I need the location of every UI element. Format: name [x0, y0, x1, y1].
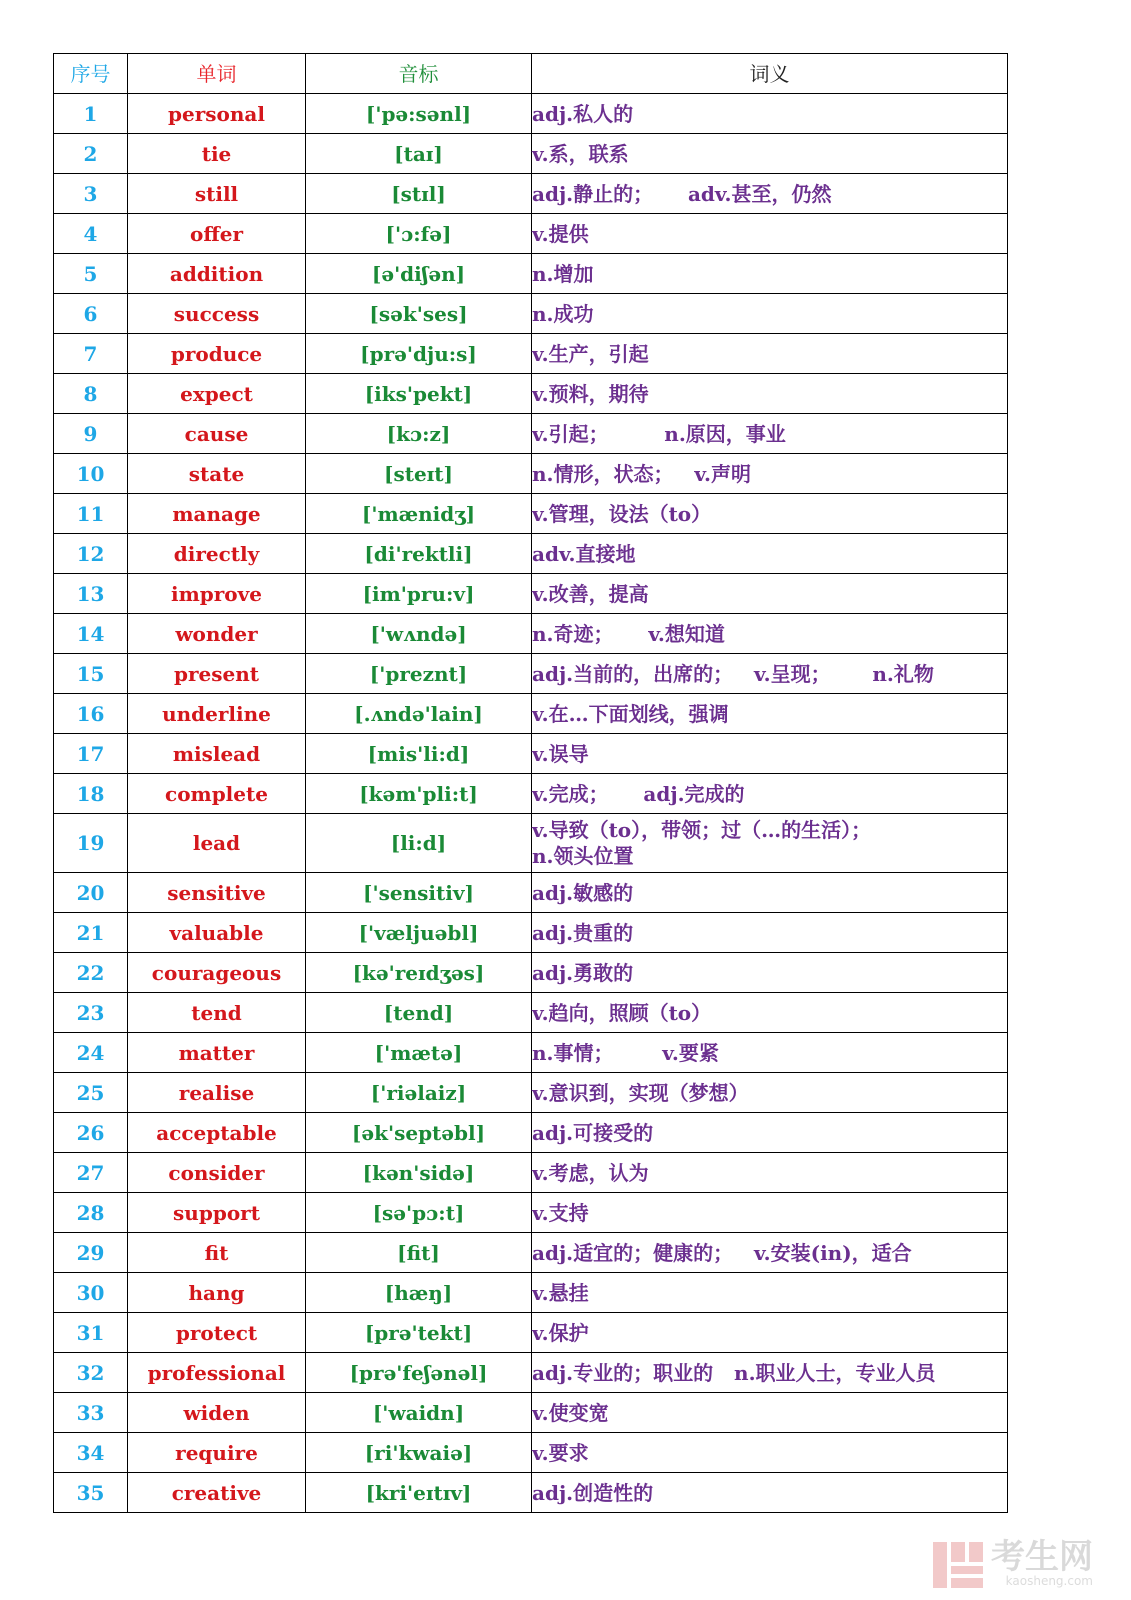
table-row [54, 913, 1008, 953]
row-meaning: v.保护 [532, 1313, 1008, 1353]
table-row [54, 873, 1008, 913]
row-word: personal [128, 94, 306, 134]
row-phonetic: ['sensitiv] [306, 873, 532, 913]
row-word: success [128, 294, 306, 334]
table-row [54, 254, 1008, 294]
table-row [54, 1033, 1008, 1073]
row-word: lead [128, 814, 306, 873]
row-word: tie [128, 134, 306, 174]
row-word: support [128, 1193, 306, 1233]
row-phonetic: [kə'reɪdʒəs] [306, 953, 532, 993]
row-number: 29 [54, 1233, 128, 1273]
row-phonetic: ['mætə] [306, 1033, 532, 1073]
table-row [54, 1153, 1008, 1193]
row-word: sensitive [128, 873, 306, 913]
row-number: 19 [54, 814, 128, 873]
row-number: 25 [54, 1073, 128, 1113]
table-row [54, 134, 1008, 174]
row-number: 6 [54, 294, 128, 334]
row-number: 21 [54, 913, 128, 953]
row-word: realise [128, 1073, 306, 1113]
table-row [54, 1473, 1008, 1513]
row-meaning: v.使变宽 [532, 1393, 1008, 1433]
row-word: underline [128, 694, 306, 734]
row-number: 24 [54, 1033, 128, 1073]
row-phonetic: [prə'feʃənəl] [306, 1353, 532, 1393]
row-phonetic: [tend] [306, 993, 532, 1033]
row-phonetic: [im'pru:v] [306, 574, 532, 614]
row-word: complete [128, 774, 306, 814]
row-meaning: v.完成； adj.完成的 [532, 774, 1008, 814]
row-word: produce [128, 334, 306, 374]
table-row [54, 1433, 1008, 1473]
row-phonetic: [sək'ses] [306, 294, 532, 334]
table-row [54, 774, 1008, 814]
row-word: professional [128, 1353, 306, 1393]
row-number: 13 [54, 574, 128, 614]
row-phonetic: [iks'pekt] [306, 374, 532, 414]
row-meaning: adj.专业的；职业的 n.职业人士，专业人员 [532, 1353, 1008, 1393]
row-word: fit [128, 1233, 306, 1273]
row-meaning: v.改善，提高 [532, 574, 1008, 614]
table-row [54, 1113, 1008, 1153]
table-row [54, 94, 1008, 134]
row-number: 23 [54, 993, 128, 1033]
row-number: 22 [54, 953, 128, 993]
row-phonetic: [.ʌndə'lain] [306, 694, 532, 734]
row-phonetic: [ri'kwaiə] [306, 1433, 532, 1473]
table-row [54, 694, 1008, 734]
header-number: 序号 [54, 54, 128, 94]
row-phonetic: [kri'eɪtɪv] [306, 1473, 532, 1513]
table-row [54, 1313, 1008, 1353]
row-phonetic: [hæŋ] [306, 1273, 532, 1313]
row-phonetic: [fit] [306, 1233, 532, 1273]
row-word: consider [128, 1153, 306, 1193]
row-meaning: v.支持 [532, 1193, 1008, 1233]
row-meaning: n.增加 [532, 254, 1008, 294]
row-word: mislead [128, 734, 306, 774]
row-word: hang [128, 1273, 306, 1313]
row-meaning: adj.贵重的 [532, 913, 1008, 953]
row-word: wonder [128, 614, 306, 654]
row-phonetic: [ək'septəbl] [306, 1113, 532, 1153]
row-phonetic: ['ɔ:fə] [306, 214, 532, 254]
row-meaning: adj.静止的； adv.甚至，仍然 [532, 174, 1008, 214]
row-meaning: n.成功 [532, 294, 1008, 334]
row-meaning: adj.私人的 [532, 94, 1008, 134]
row-word: expect [128, 374, 306, 414]
row-word: courageous [128, 953, 306, 993]
watermark [933, 1536, 1093, 1588]
row-phonetic: ['preznt] [306, 654, 532, 694]
row-number: 3 [54, 174, 128, 214]
table-row [54, 454, 1008, 494]
row-phonetic: [taɪ] [306, 134, 532, 174]
header-word: 单词 [128, 54, 306, 94]
row-number: 12 [54, 534, 128, 574]
row-phonetic: [sə'pɔ:t] [306, 1193, 532, 1233]
row-meaning: v.误导 [532, 734, 1008, 774]
row-number: 7 [54, 334, 128, 374]
row-number: 15 [54, 654, 128, 694]
row-word: protect [128, 1313, 306, 1353]
table-row [54, 574, 1008, 614]
row-phonetic: ['riəlaiz] [306, 1073, 532, 1113]
row-meaning: v.在…下面划线，强调 [532, 694, 1008, 734]
row-phonetic: [prə'dju:s] [306, 334, 532, 374]
row-phonetic: [kən'sidə] [306, 1153, 532, 1193]
row-word: matter [128, 1033, 306, 1073]
row-meaning: adj.勇敢的 [532, 953, 1008, 993]
row-meaning: adj.敏感的 [532, 873, 1008, 913]
row-word: improve [128, 574, 306, 614]
row-meaning: v.意识到，实现（梦想） [532, 1073, 1008, 1113]
row-word: manage [128, 494, 306, 534]
row-number: 2 [54, 134, 128, 174]
row-meaning: adj.可接受的 [532, 1113, 1008, 1153]
row-number: 16 [54, 694, 128, 734]
row-word: creative [128, 1473, 306, 1513]
row-word: widen [128, 1393, 306, 1433]
row-meaning: v.引起； n.原因，事业 [532, 414, 1008, 454]
row-meaning: v.趋向，照顾（to） [532, 993, 1008, 1033]
table-row [54, 1353, 1008, 1393]
table-row [54, 1233, 1008, 1273]
row-number: 9 [54, 414, 128, 454]
table-row [54, 214, 1008, 254]
row-word: require [128, 1433, 306, 1473]
row-phonetic: ['wʌndə] [306, 614, 532, 654]
row-word: tend [128, 993, 306, 1033]
row-meaning: v.生产，引起 [532, 334, 1008, 374]
row-word: directly [128, 534, 306, 574]
row-number: 34 [54, 1433, 128, 1473]
table-row [54, 953, 1008, 993]
row-phonetic: ['waidn] [306, 1393, 532, 1433]
row-number: 27 [54, 1153, 128, 1193]
row-word: cause [128, 414, 306, 454]
row-number: 31 [54, 1313, 128, 1353]
table-row [54, 294, 1008, 334]
row-number: 18 [54, 774, 128, 814]
row-phonetic: ['pə:sənl] [306, 94, 532, 134]
row-meaning: v.悬挂 [532, 1273, 1008, 1313]
row-number: 8 [54, 374, 128, 414]
row-number: 28 [54, 1193, 128, 1233]
row-phonetic: [ə'diʃən] [306, 254, 532, 294]
row-meaning: v.管理，设法（to） [532, 494, 1008, 534]
table-row [54, 614, 1008, 654]
table-row [54, 1193, 1008, 1233]
row-phonetic: [kɔ:z] [306, 414, 532, 454]
row-phonetic: [kəm'pli:t] [306, 774, 532, 814]
row-meaning: adj.当前的，出席的； v.呈现； n.礼物 [532, 654, 1008, 694]
table-row [54, 534, 1008, 574]
table-row [54, 1073, 1008, 1113]
row-phonetic: [stɪl] [306, 174, 532, 214]
row-number: 10 [54, 454, 128, 494]
table-row [54, 734, 1008, 774]
table-row [54, 654, 1008, 694]
row-number: 35 [54, 1473, 128, 1513]
row-meaning: adv.直接地 [532, 534, 1008, 574]
row-word: addition [128, 254, 306, 294]
row-meaning: adj.创造性的 [532, 1473, 1008, 1513]
row-meaning: n.情形，状态； v.声明 [532, 454, 1008, 494]
watermark-text: 考生网 [991, 1536, 1093, 1577]
row-meaning: v.考虑，认为 [532, 1153, 1008, 1193]
row-meaning: v.要求 [532, 1433, 1008, 1473]
row-meaning: v.导致（to），带领；过（…的生活）； n.领头位置 [532, 814, 1008, 873]
watermark-url: kaosheng.com [1005, 1573, 1093, 1588]
row-word: present [128, 654, 306, 694]
row-word: valuable [128, 913, 306, 953]
row-number: 14 [54, 614, 128, 654]
header-phonetic: 音标 [306, 54, 532, 94]
row-word: state [128, 454, 306, 494]
row-meaning: adj.适宜的；健康的； v.安装(in)，适合 [532, 1233, 1008, 1273]
row-word: still [128, 174, 306, 214]
header-meaning: 词义 [532, 54, 1008, 94]
table-row [54, 993, 1008, 1033]
row-number: 33 [54, 1393, 128, 1433]
table-row [54, 1273, 1008, 1313]
watermark-logo-icon [933, 1542, 983, 1588]
row-number: 4 [54, 214, 128, 254]
row-number: 20 [54, 873, 128, 913]
row-phonetic: [di'rektli] [306, 534, 532, 574]
row-phonetic: [steɪt] [306, 454, 532, 494]
table-row [54, 814, 1008, 873]
row-phonetic: ['væljuəbl] [306, 913, 532, 953]
row-meaning: v.提供 [532, 214, 1008, 254]
header-row [54, 54, 1008, 94]
table-row [54, 494, 1008, 534]
row-word: acceptable [128, 1113, 306, 1153]
row-meaning: n.奇迹； v.想知道 [532, 614, 1008, 654]
row-meaning: n.事情； v.要紧 [532, 1033, 1008, 1073]
row-phonetic: [prə'tekt] [306, 1313, 532, 1353]
table-row [54, 174, 1008, 214]
row-number: 17 [54, 734, 128, 774]
row-phonetic: ['mænidʒ] [306, 494, 532, 534]
table-row [54, 1393, 1008, 1433]
row-meaning: v.系，联系 [532, 134, 1008, 174]
row-number: 32 [54, 1353, 128, 1393]
row-number: 11 [54, 494, 128, 534]
table-row [54, 414, 1008, 454]
row-meaning: v.预料，期待 [532, 374, 1008, 414]
row-number: 26 [54, 1113, 128, 1153]
row-phonetic: [li:d] [306, 814, 532, 873]
row-number: 30 [54, 1273, 128, 1313]
vocabulary-table [53, 53, 1008, 1513]
table-row [54, 334, 1008, 374]
row-word: offer [128, 214, 306, 254]
row-number: 1 [54, 94, 128, 134]
row-number: 5 [54, 254, 128, 294]
row-phonetic: [mis'li:d] [306, 734, 532, 774]
table-row [54, 374, 1008, 414]
